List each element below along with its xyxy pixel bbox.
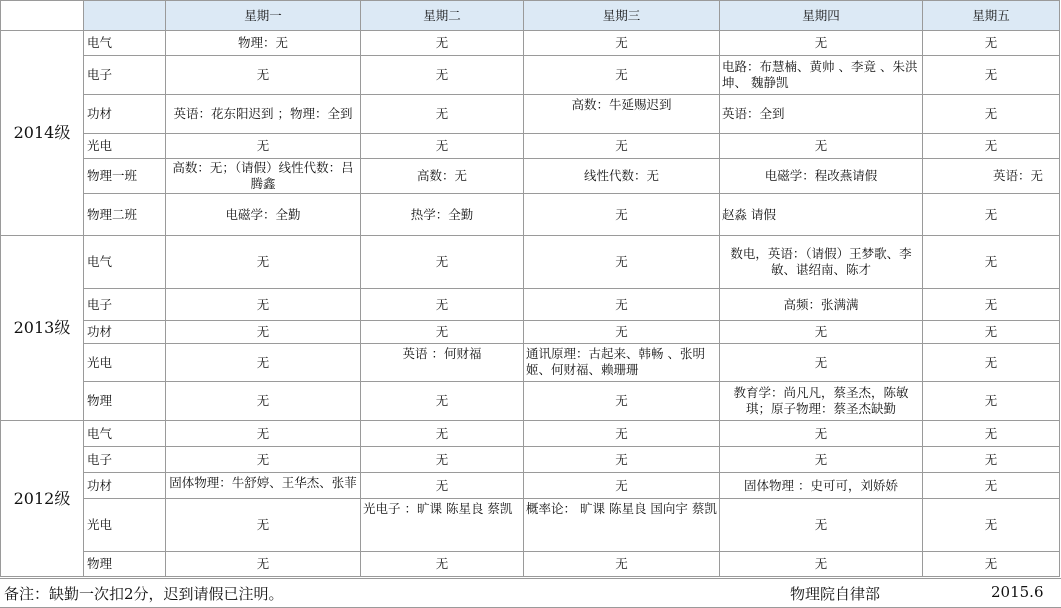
cell-mon: 电磁学：全勤 [166,194,361,236]
major-cell: 电气 [84,31,166,56]
cell-thu: 无 [720,552,923,577]
cell-thu: 英语：全到 [720,95,923,134]
cell-wed: 无 [524,321,720,344]
table-row [1,31,1060,56]
cell-tue: 高数：无 [361,159,524,194]
cell-fri: 无 [923,382,1060,421]
cell-tue: 无 [361,321,524,344]
cell-fri: 无 [923,447,1060,473]
table-row [1,552,1060,577]
cell-wed: 无 [524,473,720,499]
table-row [1,499,1060,552]
cell-fri: 无 [923,194,1060,236]
cell-fri: 英语：无 [923,159,1060,194]
cell-thu: 赵淼 请假 [720,194,923,236]
cell-fri: 无 [923,236,1060,289]
cell-wed: 无 [524,382,720,421]
cell-thu: 无 [720,344,923,382]
major-cell: 电子 [84,289,166,321]
cell-mon: 无 [166,499,361,552]
cell-thu: 电磁学：程改燕请假 [720,159,923,194]
cell-fri: 无 [923,289,1060,321]
major-cell: 光电 [84,499,166,552]
cell-fri: 无 [923,421,1060,447]
cell-fri: 无 [923,552,1060,577]
table-row [1,289,1060,321]
cell-wed: 线性代数：无 [524,159,720,194]
table-row [1,382,1060,421]
cell-mon: 无 [166,421,361,447]
cell-tue: 无 [361,289,524,321]
cell-wed: 无 [524,421,720,447]
cell-mon: 无 [166,236,361,289]
cell-wed: 高数：牛延赐迟到 [524,95,720,134]
cell-thu: 教育学：尚凡凡，蔡圣杰，陈敏琪；原子物理：蔡圣杰缺勤 [720,382,923,421]
cell-fri: 无 [923,134,1060,159]
cell-mon: 无 [166,447,361,473]
table-row [1,236,1060,289]
cell-fri: 无 [923,473,1060,499]
cell-thu: 电路：布慧楠、黄帅 、李竟 、朱洪坤、 魏静凯 [720,56,923,95]
header-wednesday: 星期三 [524,1,720,31]
cell-wed: 无 [524,31,720,56]
cell-tue: 无 [361,473,524,499]
cell-thu: 无 [720,447,923,473]
cell-tue: 无 [361,134,524,159]
cell-wed: 无 [524,447,720,473]
major-cell: 光电 [84,134,166,159]
major-cell: 物理一班 [84,159,166,194]
cell-wed: 无 [524,194,720,236]
cell-tue: 英语 ：何财福 [361,344,524,382]
table-row [1,344,1060,382]
major-cell: 功材 [84,321,166,344]
cell-thu: 无 [720,499,923,552]
cell-tue: 无 [361,447,524,473]
grade-2014: 2014级 [1,31,84,236]
cell-mon: 无 [166,289,361,321]
header-row [1,1,1060,31]
footer-date: 2015.6 [991,583,1044,601]
cell-tue: 无 [361,382,524,421]
cell-thu: 无 [720,321,923,344]
major-cell: 光电 [84,344,166,382]
grade-2012: 2012级 [1,421,84,577]
cell-thu: 固体物理 ：史可可，刘娇娇 [720,473,923,499]
footer-note: 备注：缺勤一次扣2分，迟到请假已注明。 [4,585,284,603]
table-row [1,473,1060,499]
major-cell: 功材 [84,95,166,134]
cell-mon: 无 [166,382,361,421]
cell-fri: 无 [923,56,1060,95]
cell-fri: 无 [923,499,1060,552]
cell-tue: 无 [361,56,524,95]
cell-tue: 无 [361,552,524,577]
table-row [1,447,1060,473]
cell-tue: 热学：全勤 [361,194,524,236]
cell-tue: 无 [361,95,524,134]
cell-wed: 无 [524,552,720,577]
cell-wed: 概率论： 旷课 陈星良 国向宇 蔡凯 [524,499,720,552]
header-thursday: 星期四 [720,1,923,31]
major-cell: 电子 [84,56,166,95]
major-cell: 电气 [84,421,166,447]
cell-mon: 高数：无；（请假）线性代数：吕腾鑫 [166,159,361,194]
cell-mon: 无 [166,321,361,344]
cell-wed: 无 [524,56,720,95]
cell-tue: 无 [361,31,524,56]
cell-thu: 无 [720,31,923,56]
cell-wed: 无 [524,236,720,289]
grade-2013: 2013级 [1,236,84,421]
cell-tue: 无 [361,236,524,289]
header-monday: 星期一 [166,1,361,31]
cell-wed: 无 [524,289,720,321]
table-row [1,421,1060,447]
cell-mon: 无 [166,134,361,159]
major-cell: 功材 [84,473,166,499]
cell-mon: 无 [166,344,361,382]
cell-fri: 无 [923,321,1060,344]
header-friday: 星期五 [923,1,1060,31]
table-row [1,194,1060,236]
cell-mon: 固体物理：牛舒婷、王华杰、张菲 [166,473,361,499]
cell-fri: 无 [923,344,1060,382]
table-row [1,56,1060,95]
cell-fri: 无 [923,95,1060,134]
corner-cell [1,1,84,31]
cell-thu: 无 [720,421,923,447]
cell-wed: 通讯原理：古起来、韩畅 、张明姬、何财福、赖珊珊 [524,344,720,382]
major-cell: 物理 [84,382,166,421]
cell-thu: 高频：张满满 [720,289,923,321]
footer-department: 物理院自律部 [790,585,881,603]
table-row [1,321,1060,344]
cell-thu: 数电，英语：（请假）王梦歌、李敏、谌绍南、陈才 [720,236,923,289]
table-row [1,134,1060,159]
cell-mon: 无 [166,552,361,577]
footer-row [0,578,1061,608]
major-cell: 电子 [84,447,166,473]
header-tuesday: 星期二 [361,1,524,31]
major-cell: 物理二班 [84,194,166,236]
major-cell: 物理 [84,552,166,577]
cell-thu: 无 [720,134,923,159]
cell-tue: 无 [361,421,524,447]
cell-wed: 无 [524,134,720,159]
cell-mon: 物理：无 [166,31,361,56]
cell-mon: 无 [166,56,361,95]
table-row [1,159,1060,194]
major-cell: 电气 [84,236,166,289]
cell-fri: 无 [923,31,1060,56]
header-blank-cell [84,1,166,31]
cell-mon: 英语：花东阳迟到 ；物理：全到 [166,95,361,134]
cell-tue: 光电子 ：旷课 陈星良 蔡凯 [361,499,524,552]
table-row [1,95,1060,134]
